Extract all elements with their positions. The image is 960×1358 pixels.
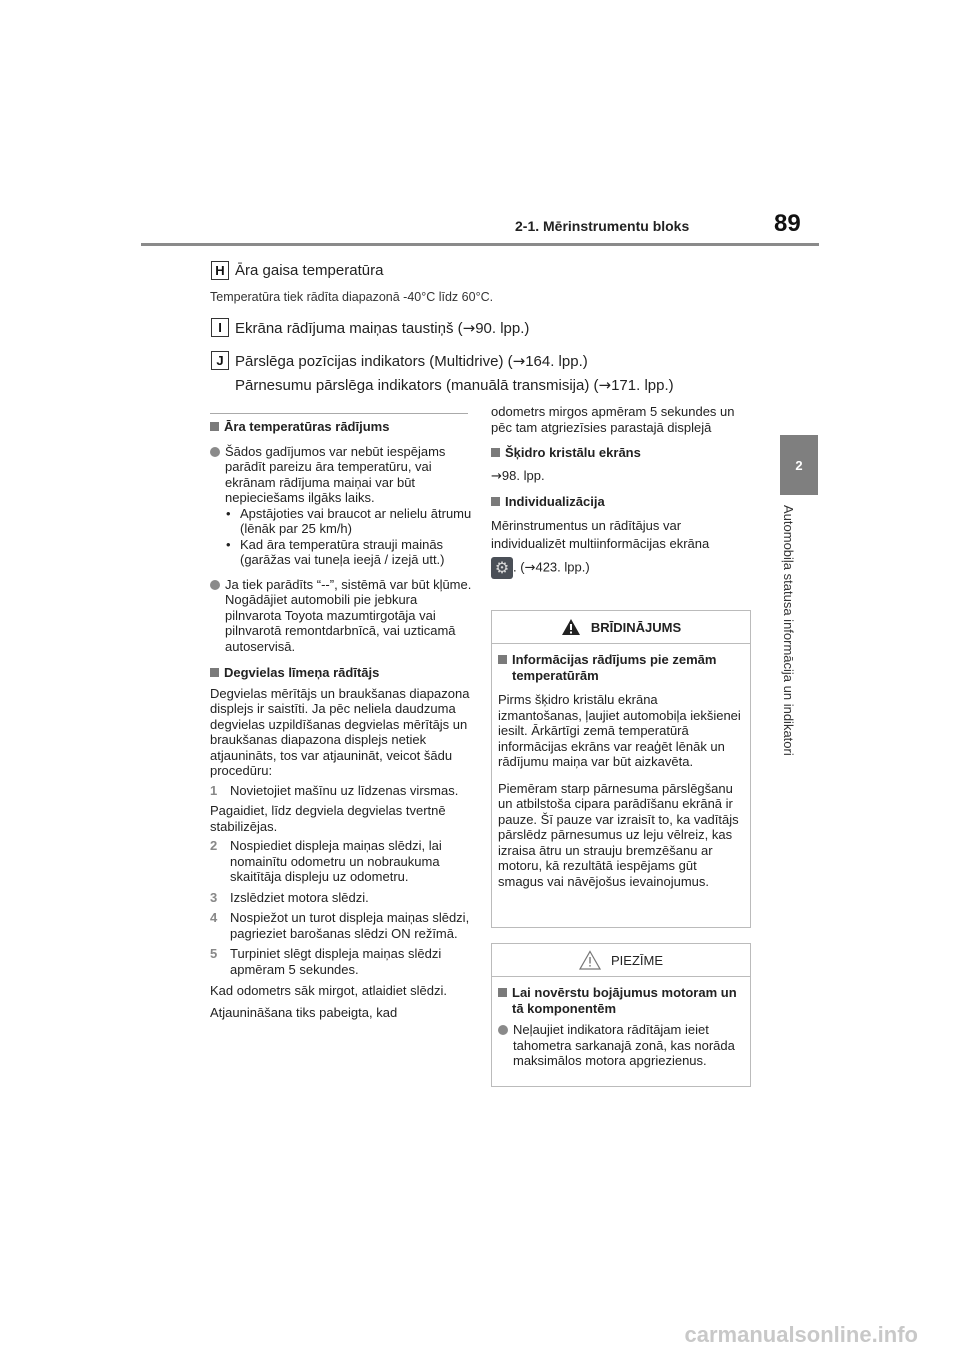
item-j-text-before: Pārslēga pozīcijas indikators (Multidrive) ( xyxy=(235,353,513,370)
notice-title: PIEZĪME xyxy=(610,952,663,968)
header-rule xyxy=(141,243,819,246)
warning-p2: Piemēram starp pārnesuma pārslēgšanu un atbilstoša cipara parādīšanu ekrānā ir pauze. Šī pauze var izraisīt to, ka vadītājs pārslēdz pārnesumus uz leju vēlreiz, kas izraisa ātru un strauju bremzēšanu ar motoru, kā rezultātā iespējams gūt smagus vai nāvējošus ievainojumus. xyxy=(498,780,739,889)
item-j-line2-before: Pārnesumu pārslēga indikators (manuālā transmisija) ( xyxy=(235,377,599,394)
square-bullet-icon xyxy=(210,422,219,431)
custom-ref-link[interactable]: 423. lpp.) xyxy=(535,558,590,574)
custom-ref xyxy=(491,557,756,579)
gear-icon xyxy=(491,557,513,579)
square-bullet-icon xyxy=(498,655,507,664)
continued-text: odometrs mirgos apmēram 5 sekundes un pēc tam atgriezīsies parastajā displejā xyxy=(491,404,735,435)
item-i-arrow: → xyxy=(462,319,476,337)
list-item: Neļaujiet indikatora rādītājam ieiet tahometra sarkanajā zonā, kas norāda maksimālos motora apgriezienus. xyxy=(498,1022,744,1069)
notice-body xyxy=(492,977,750,1077)
step-2: 2 Nospiediet displeja maiņas slēdzi, lai nomainītu odometru un nobraukuma skaitītāja displeju uz odometru. xyxy=(210,838,442,884)
lcd-ref xyxy=(491,468,756,485)
item-j-text xyxy=(235,352,588,370)
custom-text: Mērinstrumentus un rādītājus var individualizēt multiinformācijas ekrāna xyxy=(491,517,710,551)
item-h-text: Āra gaisa temperatūra xyxy=(235,262,384,279)
lcd-ref-link[interactable]: 98. lpp. xyxy=(501,467,545,483)
round-bullet-icon xyxy=(498,1025,508,1035)
square-bullet-icon xyxy=(210,668,219,677)
fuel-after-1: Kad odometrs sāk mirgot, atlaidiet slēdzi. xyxy=(210,983,447,998)
item-i-text-before: Ekrāna rādījuma maiņas taustiņš ( xyxy=(235,320,463,337)
warning-body xyxy=(492,644,750,897)
list-item: Šādos gadījumos var nebūt iespējams parādīt pareizu āra temperatūru, vai ekrānam rādījuma maiņai var būt nepieciešams ilgāks laiks. xyxy=(210,444,475,506)
item-letter-h: H xyxy=(211,261,229,280)
chapter-title: Automobiļa statusa informācija un indikatori xyxy=(781,505,796,756)
custom-ref-arrow: → xyxy=(524,559,536,575)
list-item: • Apstājoties vai braucot ar nelielu ātrumu (lēnāk par 25 km/h) xyxy=(226,505,472,536)
square-bullet-icon xyxy=(491,497,500,506)
fuel-wait: Pagaidiet, līdz degviela degvielas tvertnē stabilizējas. xyxy=(210,803,446,834)
square-bullet-icon xyxy=(491,448,500,457)
caution-outline-icon xyxy=(579,950,601,970)
notice-header xyxy=(492,944,750,977)
custom-heading: Individualizācija xyxy=(491,494,756,510)
left-column xyxy=(210,419,475,1020)
right-column xyxy=(491,404,756,579)
lcd-heading: Šķidro kristālu ekrāns xyxy=(491,445,756,461)
item-j-arrow: → xyxy=(512,352,526,370)
list-item: • Kad āra temperatūra strauji mainās (garāžas vai tuneļa ieejā / izejā utt.) xyxy=(226,536,445,567)
item-i-link[interactable]: 90. lpp.) xyxy=(475,320,530,337)
chapter-number: 2 xyxy=(795,458,803,473)
list-item: Ja tiek parādīts “--”, sistēmā var būt kļūme. Nogādājiet automobili pie jebkura pilnvarota Toyota mazumtirgotāja vai pilnvarotā remontdarbnīcā, vai uzticamā autoservisā. xyxy=(210,577,475,655)
item-letter-j: J xyxy=(211,351,229,370)
notice-heading: Lai novērstu bojājumus motoram un tā komponentēm xyxy=(498,985,744,1016)
outside-temp-heading: Āra temperatūras rādījums xyxy=(210,419,475,435)
notice-box xyxy=(491,943,751,1087)
divider xyxy=(210,413,468,414)
item-h-sub: Temperatūra tiek rādīta diapazonā -40°C līdz 60°C. xyxy=(210,290,494,304)
fuel-after-2: Atjaunināšana tiks pabeigta, kad xyxy=(210,1004,398,1020)
item-i-text xyxy=(235,319,529,337)
square-bullet-icon xyxy=(498,988,507,997)
page-number: 89 xyxy=(774,210,801,237)
warning-title: BRĪDINĀJUMS xyxy=(590,619,682,635)
step-1: 1 Novietojiet mašīnu uz līdzenas virsmas. xyxy=(210,782,459,798)
watermark: carmanualsonline.info xyxy=(684,1322,918,1347)
step-3: 3 Izslēdziet motora slēdzi. xyxy=(210,889,369,905)
item-j-line2 xyxy=(235,376,674,394)
section-title: 2-1. Mērinstrumentu bloks xyxy=(515,218,690,234)
fuel-heading: Degvielas līmeņa rādītājs xyxy=(210,665,475,681)
item-letter-i: I xyxy=(211,318,229,337)
lcd-ref-arrow: → xyxy=(491,468,502,484)
round-bullet-icon xyxy=(210,447,220,457)
item-j-line2-link[interactable]: 171. lpp.) xyxy=(611,377,674,394)
step-4: 4 Nospiežot un turot displeja maiņas slēdzi, pagrieziet barošanas slēdzi ON režīmā. xyxy=(210,910,470,941)
warning-heading: Informācijas rādījums pie zemām temperatūrām xyxy=(498,652,744,683)
fuel-intro: Degvielas mērītājs un braukšanas diapazona displejs ir saistīti. Ja pēc neliela daudzuma degvielas uzpildīšanas degvielas mērītājs un braukšanas diapazona displejs netiek atjaunināts, tos var atjaunināt, veicot šādu procedūru: xyxy=(210,685,470,778)
step-5: 5 Turpiniet slēgt displeja maiņas slēdzi apmēram 5 sekundes. xyxy=(210,946,442,977)
custom-ref-before: . ( xyxy=(513,558,525,574)
warning-icon xyxy=(561,618,581,636)
round-bullet-icon xyxy=(210,580,220,590)
warning-p1: Pirms šķidro kristālu ekrāna izmantošanas, ļaujiet automobiļa iekšienei iesilt. Ārkārtīgi zemā temperatūrā informācijas ekrāns var reaģēt lēnāk un rādījumu maiņa var būt aizkavēta. xyxy=(498,692,741,769)
warning-header xyxy=(492,611,750,644)
item-j-line2-arrow: → xyxy=(598,376,612,394)
item-j-link[interactable]: 164. lpp.) xyxy=(525,353,588,370)
warning-box xyxy=(491,610,751,928)
